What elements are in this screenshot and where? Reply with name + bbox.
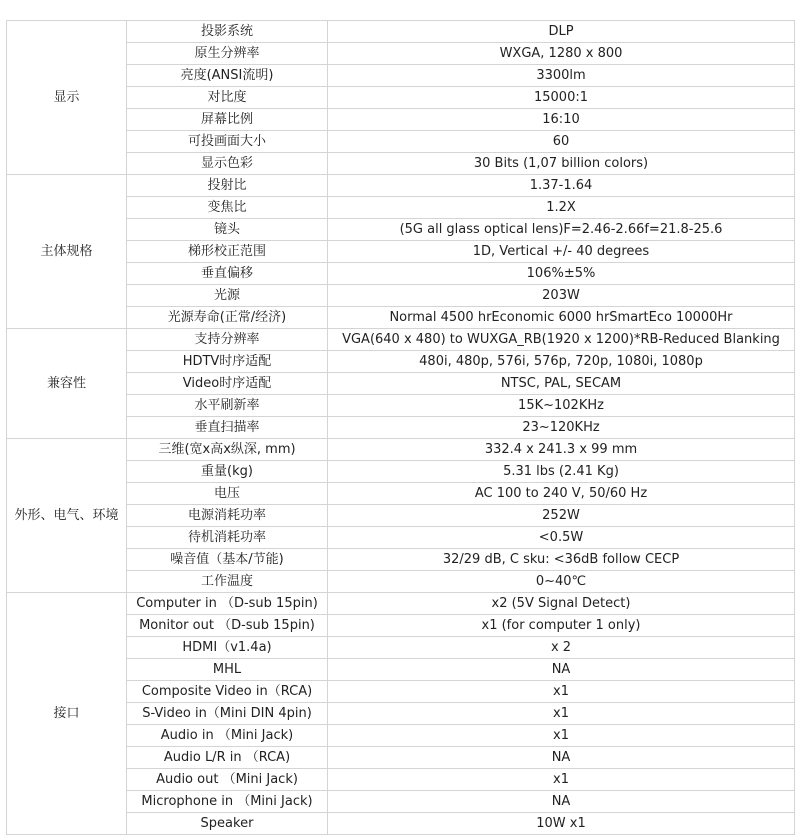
spec-label-cell: Composite Video in（RCA) — [127, 681, 328, 703]
spec-label-cell: MHL — [127, 659, 328, 681]
spec-value-cell: AC 100 to 240 V, 50/60 Hz — [328, 483, 795, 505]
spec-label-cell: Audio out （Mini Jack) — [127, 769, 328, 791]
group-name-cell: 外形、电气、环境 — [7, 439, 127, 593]
spec-value-cell: DLP — [328, 21, 795, 43]
spec-label-cell: HDTV时序适配 — [127, 351, 328, 373]
spec-label-cell: 投影系统 — [127, 21, 328, 43]
spec-value-cell: x1 (for computer 1 only) — [328, 615, 795, 637]
spec-label-cell: 变焦比 — [127, 197, 328, 219]
spec-label-cell: 投射比 — [127, 175, 328, 197]
spec-value-cell: NA — [328, 659, 795, 681]
spec-label-cell: S-Video in（Mini DIN 4pin) — [127, 703, 328, 725]
spec-label-cell: 镜头 — [127, 219, 328, 241]
spec-value-cell: x1 — [328, 725, 795, 747]
spec-label-cell: 水平刷新率 — [127, 395, 328, 417]
spec-value-cell: 3300lm — [328, 65, 795, 87]
spec-label-cell: 光源 — [127, 285, 328, 307]
spec-label-cell: 垂直扫描率 — [127, 417, 328, 439]
spec-value-cell: 0~40℃ — [328, 571, 795, 593]
spec-value-cell: (5G all glass optical lens)F=2.46-2.66f=21.8-25.6 — [328, 219, 795, 241]
spec-value-cell: 15K~102KHz — [328, 395, 795, 417]
spec-value-cell: 15000:1 — [328, 87, 795, 109]
spec-label-cell: 对比度 — [127, 87, 328, 109]
spec-value-cell: 252W — [328, 505, 795, 527]
spec-label-cell: 屏幕比例 — [127, 109, 328, 131]
spec-value-cell: 1D, Vertical +/- 40 degrees — [328, 241, 795, 263]
spec-value-cell: x1 — [328, 703, 795, 725]
spec-value-cell: 106%±5% — [328, 263, 795, 285]
spec-value-cell: 5.31 lbs (2.41 Kg) — [328, 461, 795, 483]
spec-value-cell: 1.37-1.64 — [328, 175, 795, 197]
spec-label-cell: 噪音值（基本/节能) — [127, 549, 328, 571]
spec-label-cell: Computer in （D-sub 15pin) — [127, 593, 328, 615]
spec-table — [6, 20, 795, 835]
spec-value-cell: NTSC, PAL, SECAM — [328, 373, 795, 395]
spec-value-cell: 332.4 x 241.3 x 99 mm — [328, 439, 795, 461]
spec-value-cell: 32/29 dB, C sku: <36dB follow CECP — [328, 549, 795, 571]
spec-value-cell: x1 — [328, 769, 795, 791]
spec-label-cell: 电源消耗功率 — [127, 505, 328, 527]
spec-label-cell: 待机消耗功率 — [127, 527, 328, 549]
spec-label-cell: 电压 — [127, 483, 328, 505]
spec-label-cell: 梯形校正范围 — [127, 241, 328, 263]
spec-value-cell: 16:10 — [328, 109, 795, 131]
spec-label-cell: Speaker — [127, 813, 328, 835]
spec-label-cell: 光源寿命(正常/经济) — [127, 307, 328, 329]
spec-label-cell: Audio L/R in （RCA) — [127, 747, 328, 769]
spec-label-cell: Audio in （Mini Jack) — [127, 725, 328, 747]
spec-value-cell: 480i, 480p, 576i, 576p, 720p, 1080i, 1080p — [328, 351, 795, 373]
spec-value-cell: 10W x1 — [328, 813, 795, 835]
spec-value-cell: NA — [328, 747, 795, 769]
spec-label-cell: 支持分辨率 — [127, 329, 328, 351]
spec-label-cell: 亮度(ANSI流明) — [127, 65, 328, 87]
spec-label-cell: 三维(宽x高x纵深, mm) — [127, 439, 328, 461]
spec-value-cell: 203W — [328, 285, 795, 307]
spec-label-cell: 原生分辨率 — [127, 43, 328, 65]
spec-value-cell: 23~120KHz — [328, 417, 795, 439]
spec-value-cell: x2 (5V Signal Detect) — [328, 593, 795, 615]
spec-value-cell: 30 Bits (1,07 billion colors) — [328, 153, 795, 175]
spec-label-cell: 工作温度 — [127, 571, 328, 593]
spec-value-cell: Normal 4500 hrEconomic 6000 hrSmartEco 10000Hr — [328, 307, 795, 329]
spec-table-body — [7, 21, 795, 835]
spec-value-cell: NA — [328, 791, 795, 813]
spec-label-cell: 重量(kg) — [127, 461, 328, 483]
spec-value-cell: x1 — [328, 681, 795, 703]
table-row — [7, 439, 795, 461]
table-row — [7, 21, 795, 43]
spec-label-cell: 显示色彩 — [127, 153, 328, 175]
spec-value-cell: VGA(640 x 480) to WUXGA_RB(1920 x 1200)*RB-Reduced Blanking — [328, 329, 795, 351]
table-row — [7, 593, 795, 615]
spec-value-cell: WXGA, 1280 x 800 — [328, 43, 795, 65]
spec-value-cell: 60 — [328, 131, 795, 153]
group-name-cell: 兼容性 — [7, 329, 127, 439]
spec-label-cell: Video时序适配 — [127, 373, 328, 395]
spec-value-cell: 1.2X — [328, 197, 795, 219]
spec-label-cell: Monitor out （D-sub 15pin) — [127, 615, 328, 637]
group-name-cell: 主体规格 — [7, 175, 127, 329]
spec-label-cell: 可投画面大小 — [127, 131, 328, 153]
spec-value-cell: <0.5W — [328, 527, 795, 549]
table-row — [7, 175, 795, 197]
spec-value-cell: x 2 — [328, 637, 795, 659]
table-row — [7, 329, 795, 351]
spec-label-cell: Microphone in （Mini Jack) — [127, 791, 328, 813]
group-name-cell: 显示 — [7, 21, 127, 175]
group-name-cell: 接口 — [7, 593, 127, 835]
spec-label-cell: HDMI（v1.4a) — [127, 637, 328, 659]
spec-label-cell: 垂直偏移 — [127, 263, 328, 285]
